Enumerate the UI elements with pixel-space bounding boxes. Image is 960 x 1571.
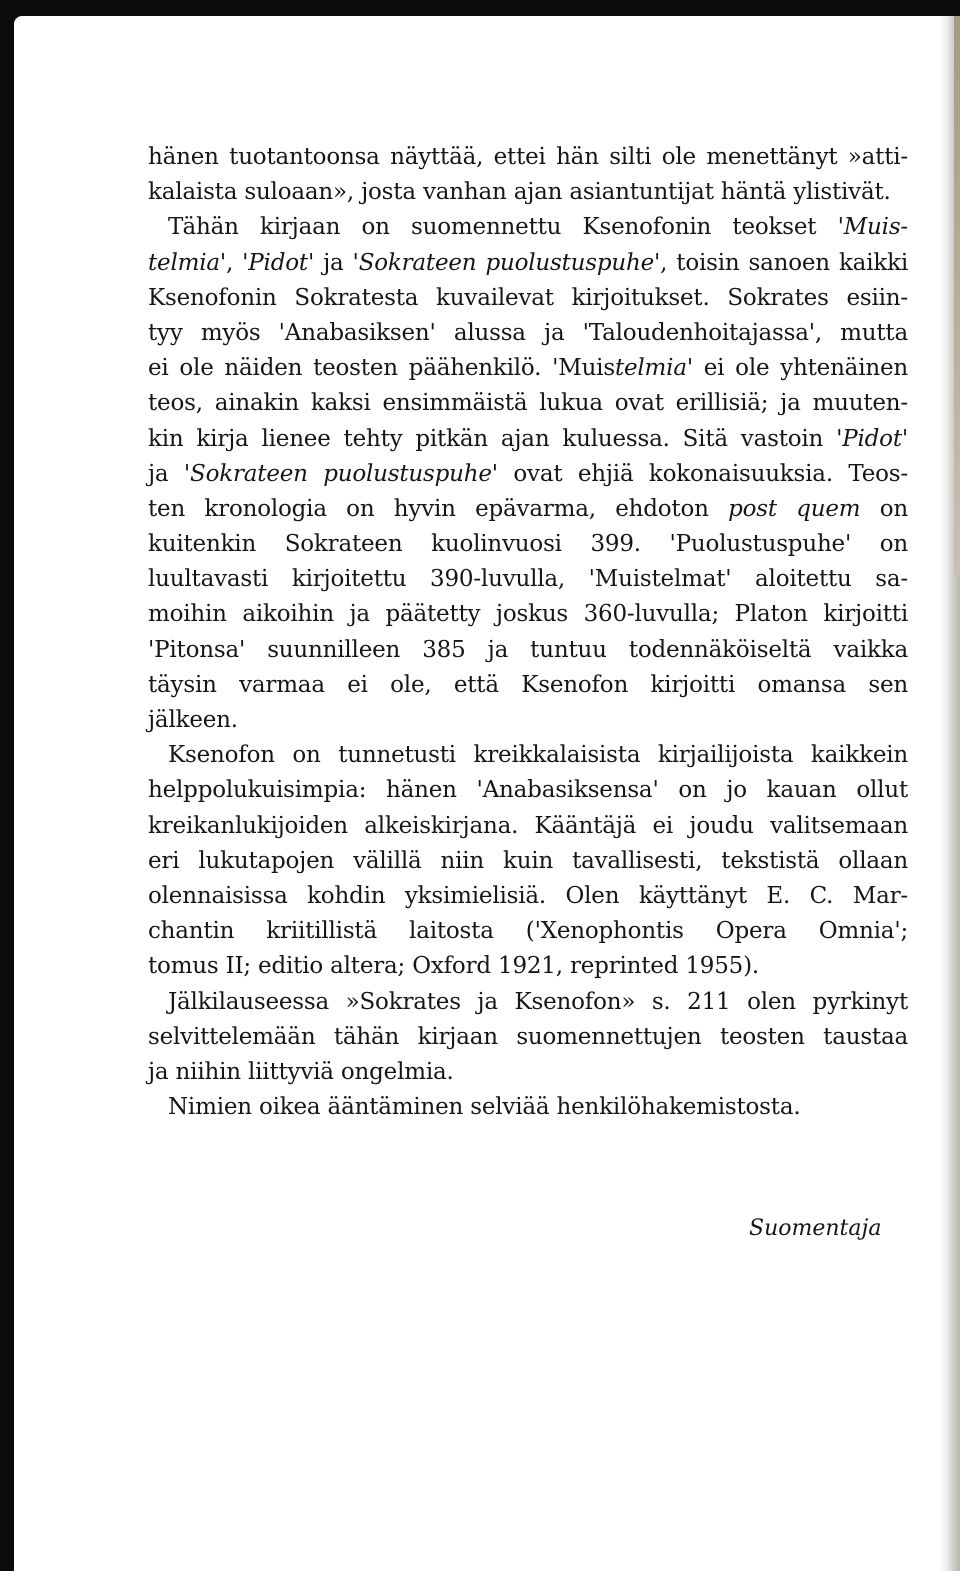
signature-translator: Suomentaja xyxy=(749,1216,882,1241)
text-line: hänen tuotantoonsa näyttää, ettei hän silti ole menettänyt »atti- xyxy=(148,144,908,170)
text-line: Tähän kirjaan on suomennettu Ksenofonin teokset 'Muis- xyxy=(168,214,908,241)
text-line: Ksenofon on tunnetusti kreikkalaisista kirjailijoista kaikkein xyxy=(168,742,908,769)
text-line: ja 'Sokrateen puolustuspuhe' ovat ehjiä kokonaisuuksia. Teos- xyxy=(148,460,908,487)
text-line: olennaisissa kohdin yksimielisiä. Olen käyttänyt E. C. Mar- xyxy=(148,882,908,909)
text-line: Jälkilauseessa »Sokrates ja Ksenofon» s. 211 olen pyrkinyt xyxy=(168,988,908,1015)
book-page xyxy=(14,16,960,1571)
text-line: telmia', 'Pidot' ja 'Sokrateen puolustuspuhe', toisin sanoen kaikki xyxy=(148,249,908,276)
text-line: luultavasti kirjoitettu 390-luvulla, 'Muistelmat' aloitettu sa- xyxy=(148,566,908,593)
text-line: tyy myös 'Anabasiksen' alussa ja 'Taloudenhoitajassa', mutta xyxy=(148,319,908,346)
text-line: jälkeen. xyxy=(148,707,238,733)
text-line: tomus II; editio altera; Oxford 1921, reprinted 1955). xyxy=(148,953,759,980)
text-line: eri lukutapojen välillä niin kuin tavallisesti, tekstistä ollaan xyxy=(148,847,908,874)
text-line: ja niihin liittyviä ongelmia. xyxy=(148,1058,454,1085)
text-line: ei ole näiden teosten päähenkilö. 'Muistelmia' ei ole yhtenäinen xyxy=(148,355,908,382)
text-line: ten kronologia on hyvin epävarma, ehdoton post quem on xyxy=(148,495,908,522)
text-line: Nimien oikea ääntäminen selviää henkilöhakemistosta. xyxy=(168,1094,801,1121)
text-line: kuitenkin Sokrateen kuolinvuosi 399. 'Puolustuspuhe' on xyxy=(148,531,908,558)
page-edge-stain xyxy=(954,16,960,576)
text-line: kin kirja lienee tehty pitkän ajan kuluessa. Sitä vastoin 'Pidot' xyxy=(148,425,908,452)
text-line: täysin varmaa ei ole, että Ksenofon kirjoitti omansa sen xyxy=(148,671,908,698)
text-line: kalaista suloaan», josta vanhan ajan asiantuntijat häntä ylistivät. xyxy=(148,179,891,206)
text-line: Ksenofonin Sokratesta kuvailevat kirjoitukset. Sokrates esiin- xyxy=(148,284,908,311)
text-line: selvittelemään tähän kirjaan suomennettujen teosten taustaa xyxy=(148,1023,908,1050)
text-line: helppolukuisimpia: hänen 'Anabasiksensa' on jo kauan ollut xyxy=(148,777,908,804)
text-line: kreikanlukijoiden alkeiskirjana. Kääntäjä ei joudu valitsemaan xyxy=(148,812,908,839)
text-line: 'Pitonsa' suunnilleen 385 ja tuntuu todennäköiseltä vaikka xyxy=(148,636,908,663)
body-text xyxy=(148,140,908,1125)
text-line: teos, ainakin kaksi ensimmäistä lukua ovat erillisiä; ja muuten- xyxy=(148,390,908,417)
text-line: chantin kriitillistä laitosta ('Xenophontis Opera Omnia'; xyxy=(148,918,908,945)
text-line: moihin aikoihin ja päätetty joskus 360-luvulla; Platon kirjoitti xyxy=(148,601,908,628)
